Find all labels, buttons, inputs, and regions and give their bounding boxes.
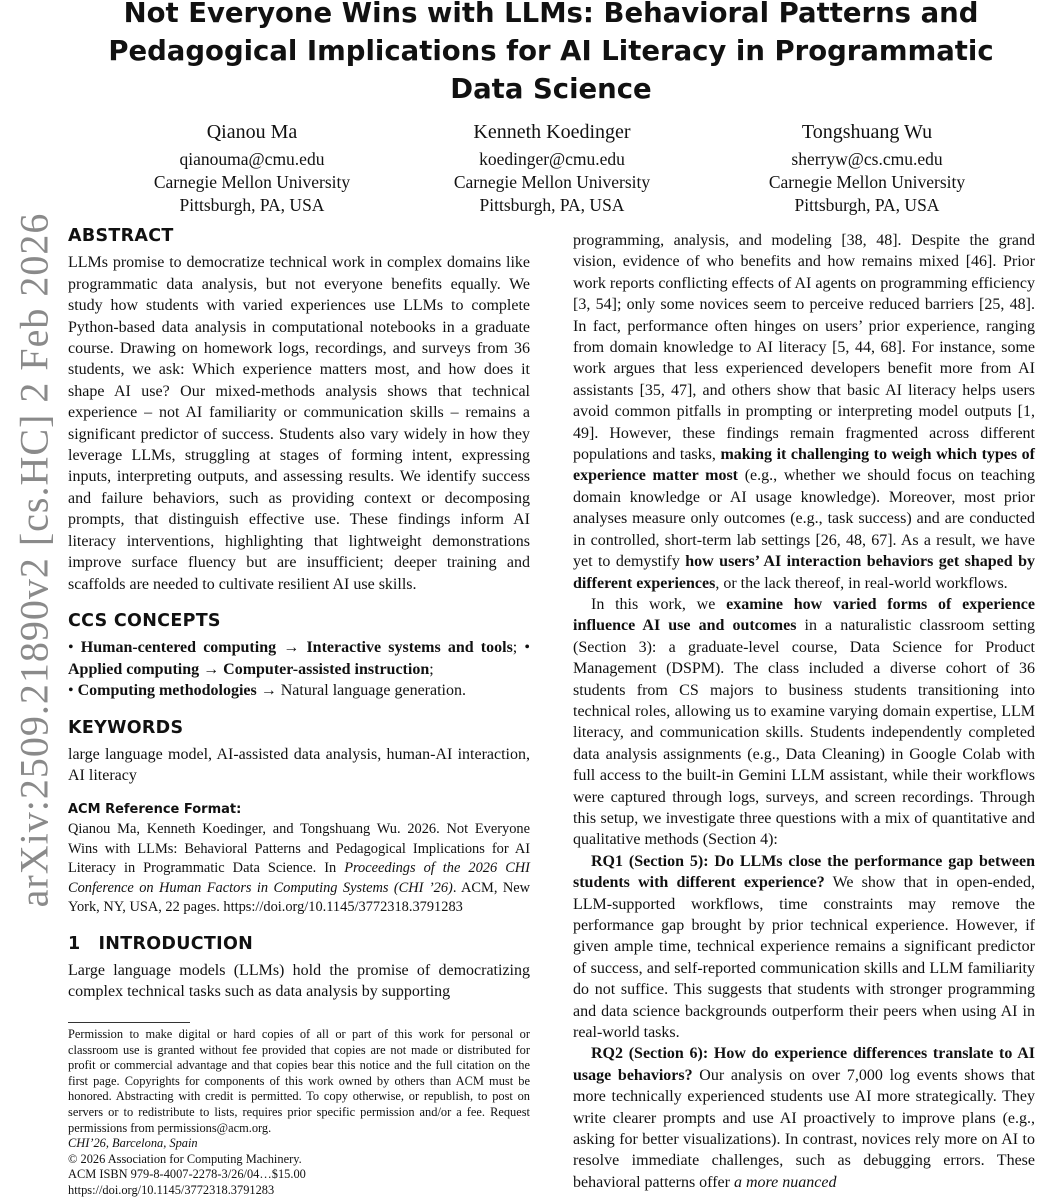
acm-reference-heading: ACM Reference Format: [68, 801, 242, 817]
author-email: qianouma@cmu.edu [179, 149, 325, 169]
acm-reference-text: Qianou Ma, Kenneth Koedinger, and Tongshuang Wu. 2026. Not Everyone Wins with LLMs: Behavioral Patterns and Pedagogical Implications for AI Literacy in Programmatic Data Science. In Proceedings of the 2026 CHI Conference on Human Factors in Computing Systems (CHI ’26). ACM, New York, NY, USA, 22 pages. https://doi.org/10.1145/3772318.3791283 [68, 821, 530, 916]
author-name: Qianou Ma [206, 121, 298, 143]
author-name: Tongshuang Wu [801, 121, 933, 143]
introduction-heading: 1 INTRODUCTION [68, 933, 254, 954]
abstract-text: LLMs promise to democratize technical work in complex domains like programmatic data analysis, but not everyone benefits equally. We study how students with varied experiences use LLMs to complete Python-based data analysis in computational notebooks in a graduate course. Drawing on homework logs, recordings, and surveys from 36 students, we ask: Which experience matters most, and how does it shape AI use? Our mixed-methods analysis shows that technical experience – not AI familiarity or communication skills – remains a significant predictor of success. Students also vary widely in how they leverage LLMs, struggling at stages of forming intent, expressing inputs, interpreting outputs, and assessing results. We identify success and failure behaviors, such as providing context or decomposing prompts, that distinguish effective use. These findings inform AI literacy interventions, highlighting that lightweight demonstrations improve surface fluency but are insufficient; deeper training and scaffolds are needed to cultivate resilient AI use skills. [68, 254, 530, 593]
author-location: Pittsburgh, PA, USA [794, 195, 940, 215]
author-location: Pittsburgh, PA, USA [479, 195, 625, 215]
introduction-text: Large language models (LLMs) hold the promise of democratizing complex technical tasks such as data analysis by supporting [68, 962, 530, 1001]
author-3 [702, 118, 1032, 217]
author-affiliation: Carnegie Mellon University [453, 172, 651, 192]
right-column [573, 230, 1035, 1193]
keywords-text: large language model, AI-assisted data analysis, human-AI interaction, AI literacy [68, 745, 530, 785]
copyright: © 2026 Association for Computing Machinery. [68, 1151, 302, 1166]
intro-paragraph-2: In this work, we examine how varied forms of experience influence AI use and outcomes in a naturalistic classroom setting (Section 3): a graduate-level course, Data Science for Product Management (DSPM). The class included a diverse cohort of 36 students from CS majors to business students transitioning into technical roles, allowing us to examine varying domain expertise, LLM literacy, and communication skills. Students independently completed data analysis assignments (e.g., Data Cleaning) in Google Colab with full access to the built-in Gemini LLM assistant, while their workflows were captured through logs, surveys, and screen recordings. Through this setup, we investigate three questions with a mix of quantitative and qualitative methods (Section 4): [573, 595, 1036, 849]
author-2 [387, 118, 717, 217]
author-email: sherryw@cs.cmu.edu [791, 149, 943, 169]
keywords-heading: KEYWORDS [68, 717, 184, 738]
rq2-paragraph: RQ2 (Section 6): How do experience differences translate to AI usage behaviors? Our analysis on over 7,000 log events shows that more technically experienced students use AI more strategically. They write clearer prompts and use AI proactively to improve plans (e.g., asking for better visualizations). In contrast, novices rely more on AI to resolve immediate challenges, such as debugging errors. These behavioral patterns offer a more nuanced [573, 1045, 1035, 1191]
isbn: ACM ISBN 979-8-4007-2278-3/26/04…$15.00 [68, 1167, 306, 1182]
author-affiliation: Carnegie Mellon University [153, 172, 351, 192]
author-location: Pittsburgh, PA, USA [179, 195, 325, 215]
author-1 [87, 118, 417, 217]
doi-link[interactable]: https://doi.org/10.1145/3772318.3791283 [68, 1182, 275, 1197]
author-email: koedinger@cmu.edu [479, 149, 625, 169]
rq1-paragraph: RQ1 (Section 5): Do LLMs close the performance gap between students with different experience? We show that in open-ended, LLM-supported workflows, time constraints may remove the performance gap brought by prior technical experience. However, if given ample time, technical experience remains a significant predictor of success, and self-reported communication skills and LLM familiarity do not suffice. This suggests that students with stronger programming and data science backgrounds outperform their peers when using AI in real-world tasks. [573, 852, 1036, 1042]
ccs-text: • Human-centered computing → Interactive systems and tools; • Applied computing → Computer-assisted instruction; • Computing methodologies → Natural language generation. [68, 639, 531, 700]
paper-title: Not Everyone Wins with LLMs: Behavioral Patterns and Pedagogical Implications for AI Literacy in Programmatic Data Science [108, 0, 994, 105]
abstract-heading: ABSTRACT [68, 226, 174, 246]
footnote [68, 1022, 530, 1199]
arxiv-stamp [0, 0, 70, 1200]
conference-venue: CHI’26, Barcelona, Spain [68, 1136, 198, 1151]
intro-paragraph-1: programming, analysis, and modeling [38, 48]. Despite the grand vision, evidence of who benefits and how remains mixed [46]. Prior work reports conflicting effects of AI agents on programming efficiency [3, 54]; only some novices seem to perceive reduced barriers [25, 48]. In fact, performance often hinges on users’ prior experience, ranging from domain knowledge to AI literacy [5, 44, 68]. For instance, some work argues that less experienced developers benefit more from AI assistants [35, 47], and others show that basic AI literacy helps users avoid common pitfalls in prompting or interpreting model outputs [1, 49]. However, these findings remain fragmented across different populations and tasks, making it challenging to weigh which types of experience matter most (e.g., whether we should focus on teaching domain knowledge or AI usage knowledge). Moreover, most prior analyses measure only outcomes (e.g., task success) and are conducted in controlled, short-term lab settings [26, 48, 67]. As a result, we have yet to demystify how users’ AI interaction behaviors get shaped by different experiences, or the lack thereof, in real-world workflows. [573, 232, 1036, 592]
permission-notice: Permission to make digital or hard copies of all or part of this work for personal or classroom use is granted without fee provided that copies are not made or distributed for profit or commercial advantage and that copies bear this notice and the full citation on the first page. Copyrights for components of this work owned by others than ACM must be honored. Abstracting with credit is permitted. To copy otherwise, or republish, to post on servers or to redistribute to lists, requires prior specific permission and/or a fee. Request permissions from permissions@acm.org. [68, 1027, 530, 1135]
author-name: Kenneth Koedinger [473, 121, 631, 143]
left-column [68, 226, 530, 1003]
ccs-heading: CCS CONCEPTS [68, 610, 221, 631]
footnote-rule [68, 1022, 190, 1023]
author-affiliation: Carnegie Mellon University [768, 172, 966, 192]
arxiv-stamp-text: arXiv:2509.21890v2 [cs.HC] 2 Feb 2026 [11, 212, 57, 908]
